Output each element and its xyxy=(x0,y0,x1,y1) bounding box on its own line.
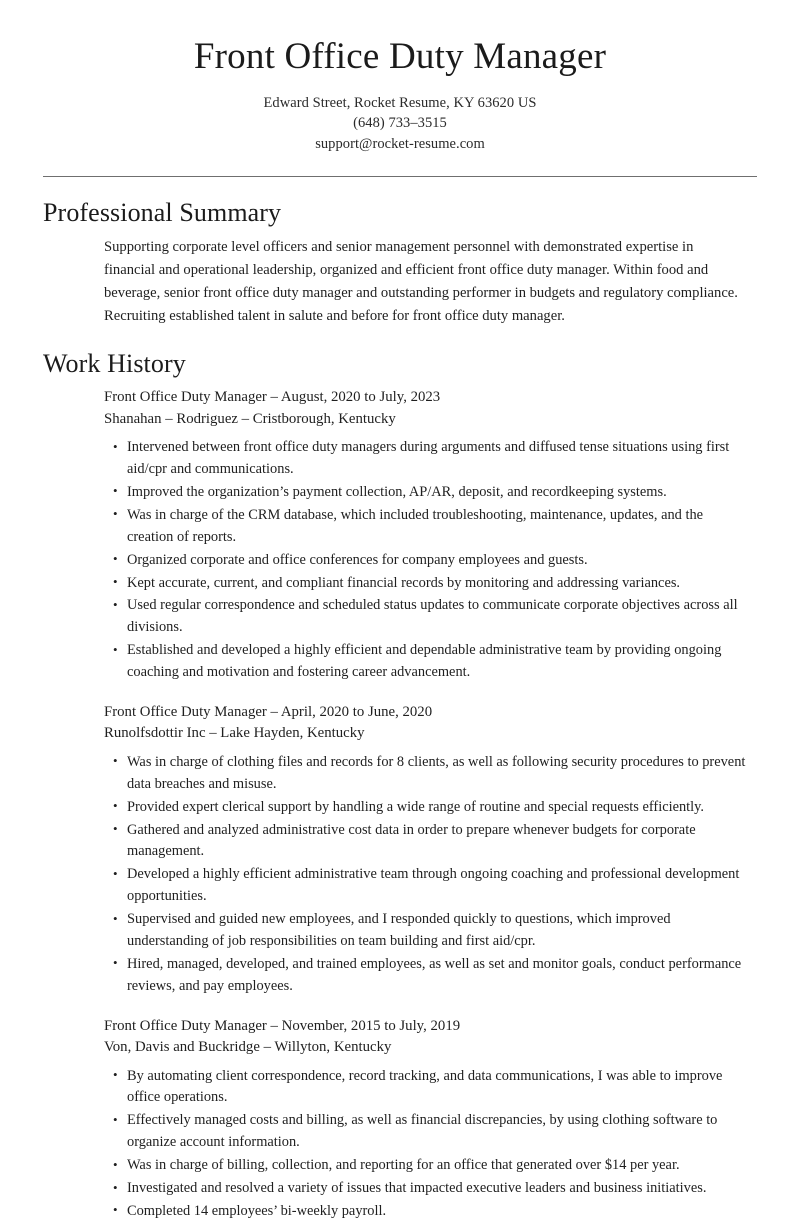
job-bullet: • Kept accurate, current, and compliant financial records by monitoring and addressing variances. xyxy=(113,573,757,595)
job-bullet: • Was in charge of clothing files and records for 8 clients, as well as following security procedures to prevent data breaches and misuse. xyxy=(113,752,757,796)
professional-summary-body xyxy=(43,236,757,328)
job-bullet: • Was in charge of the CRM database, which included troubleshooting, maintenance, updates, and the creation of reports. xyxy=(113,505,757,549)
section-title-work-history: Work History xyxy=(43,349,186,379)
work-history-list xyxy=(43,387,757,1223)
section-title-professional-summary: Professional Summary xyxy=(43,198,282,228)
job-bullet: • By automating client correspondence, record tracking, and data communications, I was able to improve office operations. xyxy=(113,1066,757,1110)
work-history-entry xyxy=(43,702,757,998)
work-history-section xyxy=(0,348,800,1223)
job-bullet: • Established and developed a highly efficient and dependable administrative team by providing ongoing coaching and motivation and fostering career advancement. xyxy=(113,640,757,684)
page-title: Front Office Duty Manager xyxy=(193,36,607,77)
job-bullet: • Effectively managed costs and billing, as well as financial discrepancies, by using clothing software to organize account information. xyxy=(113,1110,757,1154)
job-bullet: • Used regular correspondence and scheduled status updates to communicate corporate objectives across all divisions. xyxy=(113,595,757,639)
job-bullet: • Organized corporate and office conferences for company employees and guests. xyxy=(113,550,757,572)
job-bullet: • Provided expert clerical support by handling a wide range of routine and special requests efficiently. xyxy=(113,797,757,819)
job-bullet: • Intervened between front office duty managers during arguments and diffused tense situations using first aid/cpr and communications. xyxy=(113,437,757,481)
contact-address: Edward Street, Rocket Resume, KY 63620 US xyxy=(263,94,537,111)
resume-header xyxy=(0,0,800,154)
job-bullet: • Developed a highly efficient administrative team through ongoing coaching and professional development opportunities. xyxy=(113,864,757,908)
professional-summary-text: Supporting corporate level officers and senior management personnel with demonstrated expertise in financial and operational leadership, organized and efficient front office duty manager. Within food and beverage, senior front office duty manager and outstanding performer in budgets and regulatory compliance. Recruiting established talent in salute and before for front office duty manager. xyxy=(104,239,738,325)
work-history-entry xyxy=(43,1016,757,1223)
job-bullet: • Was in charge of billing, collection, and reporting for an office that generated over $14 per year. xyxy=(113,1155,757,1177)
job-title-line: Front Office Duty Manager – April, 2020 to June, 2020 xyxy=(104,703,433,720)
job-company-line: Shanahan – Rodriguez – Cristborough, Kentucky xyxy=(104,410,396,427)
job-bullet-list xyxy=(43,1066,757,1223)
job-bullet: • Completed 14 employees’ bi-weekly payroll. xyxy=(113,1201,757,1223)
job-bullet: • Investigated and resolved a variety of issues that impacted executive leaders and business initiatives. xyxy=(113,1178,757,1200)
job-bullet-list xyxy=(43,752,757,998)
job-company-line: Von, Davis and Buckridge – Willyton, Kentucky xyxy=(104,1039,392,1056)
contact-email: support@rocket-resume.com xyxy=(315,135,485,152)
job-bullet-list xyxy=(43,437,757,684)
job-title-line: Front Office Duty Manager – November, 2015 to July, 2019 xyxy=(104,1017,461,1034)
job-bullet: • Hired, managed, developed, and trained employees, as well as set and monitor goals, conduct performance reviews, and pay employees. xyxy=(113,954,757,998)
contact-phone: (648) 733–3515 xyxy=(353,115,447,132)
job-title-line: Front Office Duty Manager – August, 2020 to July, 2023 xyxy=(104,389,441,406)
professional-summary-section xyxy=(0,197,800,328)
header-divider xyxy=(43,176,757,177)
job-bullet: • Gathered and analyzed administrative cost data in order to prepare whenever budgets for corporate management. xyxy=(113,820,757,864)
work-history-entry xyxy=(43,387,757,684)
job-bullet: • Supervised and guided new employees, and I responded quickly to questions, which improved understanding of job responsibilities on team building and first aid/cpr. xyxy=(113,909,757,953)
job-bullet: • Improved the organization’s payment collection, AP/AR, deposit, and recordkeeping systems. xyxy=(113,482,757,504)
job-company-line: Runolfsdottir Inc – Lake Hayden, Kentucky xyxy=(104,725,365,742)
